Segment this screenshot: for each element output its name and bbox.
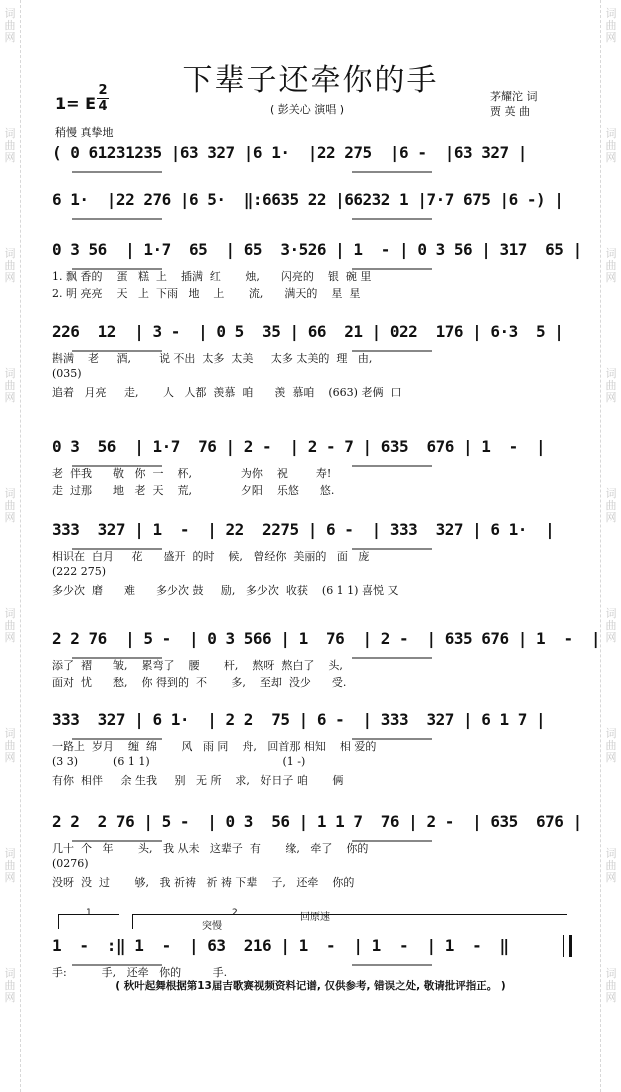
lyric-line: (0276) — [52, 857, 89, 870]
notation-row: 6 1· |22 276 |6 5· ‖:6635 22 |66232 1 |7·7 675 |6 -) | — [52, 190, 564, 209]
watermark-char: 曲 — [605, 499, 617, 512]
notation-row: 333 327 | 1 - | 22 2275 | 6 - | 333 327 | 6 1· | — [52, 520, 555, 539]
credits — [490, 89, 538, 119]
watermark-char: 词 — [4, 847, 16, 860]
lyricist: 茅耀沱 词 — [490, 90, 538, 103]
volta-first: 1 — [86, 908, 92, 918]
watermark-char: 曲 — [4, 859, 16, 872]
page-title: 下辈子还牵你的手 — [182, 63, 439, 98]
notation-row: 2 2 2 76 | 5 - | 0 3 56 | 1 1 7 76 | 2 - | 635 676 | — [52, 812, 582, 831]
lyric-line: 走 过那 地 老 天 荒, 夕阳 乐悠 悠. — [52, 484, 335, 497]
watermark-char: 曲 — [4, 619, 16, 632]
watermark-char: 网 — [605, 991, 617, 1004]
watermark-char: 网 — [4, 151, 16, 164]
watermark-char: 曲 — [4, 139, 16, 152]
lyric-line: 相识在 白月 花 盛开 的时 候, 曾经你 美丽的 面 庞 — [52, 550, 370, 563]
watermark-char: 网 — [4, 511, 16, 524]
watermark-char: 曲 — [4, 259, 16, 272]
watermark-char: 曲 — [4, 979, 16, 992]
notation-row: 0 3 56 | 1·7 76 | 2 - | 2 - 7 | 635 676 | 1 - | — [52, 437, 546, 456]
beam-lines — [52, 210, 567, 222]
notation-row: 333 327 | 6 1· | 2 2 75 | 6 - | 333 327 | 6 1 7 | — [52, 710, 546, 729]
meter-top: 2 — [98, 83, 108, 98]
volta-brackets — [52, 908, 572, 938]
lyric-line: 2. 明 亮亮 天 上 下雨 地 上 流, 满天的 星 星 — [52, 287, 361, 300]
watermark-char: 词 — [605, 367, 617, 380]
lyric-line: 斟满 老 酒, 说 不出 太多 太美 太多 太美的 理 由, — [52, 352, 373, 365]
tempo-change: 突慢 — [202, 921, 222, 932]
lyric-line: 一路上 岁月 缠 绵 风 雨 同 舟, 回首那 相知 相 爱的 — [52, 740, 377, 753]
watermark-char: 词 — [4, 247, 16, 260]
watermark-char: 曲 — [4, 739, 16, 752]
watermark-char: 词 — [605, 967, 617, 980]
watermark-char: 词 — [605, 727, 617, 740]
meter-bottom: 4 — [98, 99, 108, 114]
notation-row: 1 - :‖ 1 - | 63 216 | 1 - | 1 - | 1 - ‖ — [52, 936, 509, 955]
watermark-char: 词 — [605, 247, 617, 260]
notation-row: 2 2 76 | 5 - | 0 3 566 | 1 76 | 2 - | 635 676 | 1 - | — [52, 629, 600, 648]
watermark-char: 曲 — [605, 619, 617, 632]
watermark-char: 曲 — [605, 979, 617, 992]
watermark-char: 曲 — [605, 859, 617, 872]
final-barline — [563, 935, 572, 957]
key-signature: 1= E — [55, 94, 97, 113]
watermark-left — [0, 0, 21, 1092]
watermark-char: 词 — [4, 127, 16, 140]
watermark-char: 词 — [4, 967, 16, 980]
watermark-char: 网 — [605, 151, 617, 164]
lyric-line: 老 伴我 敬 你 一 杯, 为你 祝 寿! — [52, 467, 332, 480]
watermark-char: 网 — [4, 751, 16, 764]
watermark-char: 词 — [4, 367, 16, 380]
watermark-char: 网 — [605, 511, 617, 524]
watermark-right — [600, 0, 621, 1092]
watermark-char: 词 — [605, 847, 617, 860]
singer-credit: ( 彭关心 演唱 ) — [270, 103, 345, 116]
notation-row: 226 12 | 3 - | 0 5 35 | 66 21 | 022 176 | 6·3 5 | — [52, 322, 564, 341]
notation-row: 0 3 56 | 1·7 65 | 65 3·526 | 1 - | 0 3 56 | 317 65 | — [52, 240, 582, 259]
watermark-char: 曲 — [605, 739, 617, 752]
watermark-char: 词 — [605, 7, 617, 20]
watermark-char: 网 — [4, 31, 16, 44]
watermark-char: 网 — [4, 631, 16, 644]
watermark-char: 网 — [605, 871, 617, 884]
lyric-line: 追着 月亮 走, 人 人都 羡慕 咱 羡 慕咱 (663) 老俩 口 — [52, 386, 402, 399]
watermark-char: 网 — [4, 991, 16, 1004]
composer: 贾 英 曲 — [490, 105, 530, 118]
beam-lines — [52, 163, 567, 175]
lyric-line: (3 3) (6 1 1) (1 -) — [52, 755, 306, 768]
watermark-char: 网 — [4, 391, 16, 404]
watermark-char: 词 — [4, 7, 16, 20]
watermark-char: 曲 — [605, 259, 617, 272]
watermark-char: 词 — [605, 607, 617, 620]
lyric-line: 手: 手, 还牵 你的 手. — [52, 966, 228, 979]
volta-second: 2 — [232, 908, 238, 918]
lyric-line: 几十 个 年 头, 我 从未 这辈子 有 缘, 牵了 你的 — [52, 842, 369, 855]
notation-row: ( 0 61231235 |63 327 |6 1· |22 275 |6 - |63 327 | — [52, 143, 527, 162]
lyric-line: 面对 忧 愁, 你 得到的 不 多, 至却 没少 受. — [52, 676, 347, 689]
lyric-line: 有你 相伴 余 生我 别 无 所 求, 好日子 咱 俩 — [52, 774, 344, 787]
watermark-char: 网 — [4, 871, 16, 884]
watermark-char: 词 — [605, 127, 617, 140]
watermark-char: 网 — [605, 391, 617, 404]
repeat-text: 回原速 — [300, 912, 330, 923]
lyric-line: 1. 飘 香的 蛋 糕 上 插满 红 烛, 闪亮的 银 碗 里 — [52, 270, 372, 283]
watermark-char: 词 — [4, 727, 16, 740]
lyric-line: (035) — [52, 367, 82, 380]
lyric-line: 没呀 没 过 够, 我 祈祷 祈 祷 下辈 子, 还牵 你的 — [52, 876, 355, 889]
footnote: ( 秋叶起舞根据第13届吉歌赛视频资料记谱, 仅供参考, 错误之处, 敬请批评指正。 ) — [115, 980, 506, 992]
tempo-marking: 稍慢 真挚地 — [55, 126, 114, 139]
lyric-line: (222 275) — [52, 565, 107, 578]
lyric-line: 添了 褶 皱, 累弯了 腰 杆, 熬呀 熬白了 头, — [52, 659, 343, 672]
watermark-char: 曲 — [605, 379, 617, 392]
watermark-char: 网 — [605, 751, 617, 764]
watermark-char: 词 — [4, 607, 16, 620]
watermark-char: 网 — [605, 31, 617, 44]
watermark-char: 曲 — [4, 499, 16, 512]
time-signature — [97, 84, 109, 113]
watermark-char: 曲 — [605, 19, 617, 32]
watermark-char: 曲 — [4, 19, 16, 32]
watermark-char: 网 — [4, 271, 16, 284]
watermark-char: 词 — [4, 487, 16, 500]
lyric-line: 多少次 磨 难 多少次 鼓 励, 多少次 收获 (6 1 1) 喜悦 又 — [52, 584, 399, 597]
watermark-char: 词 — [605, 487, 617, 500]
watermark-char: 曲 — [605, 139, 617, 152]
watermark-char: 网 — [605, 271, 617, 284]
watermark-char: 网 — [605, 631, 617, 644]
watermark-char: 曲 — [4, 379, 16, 392]
